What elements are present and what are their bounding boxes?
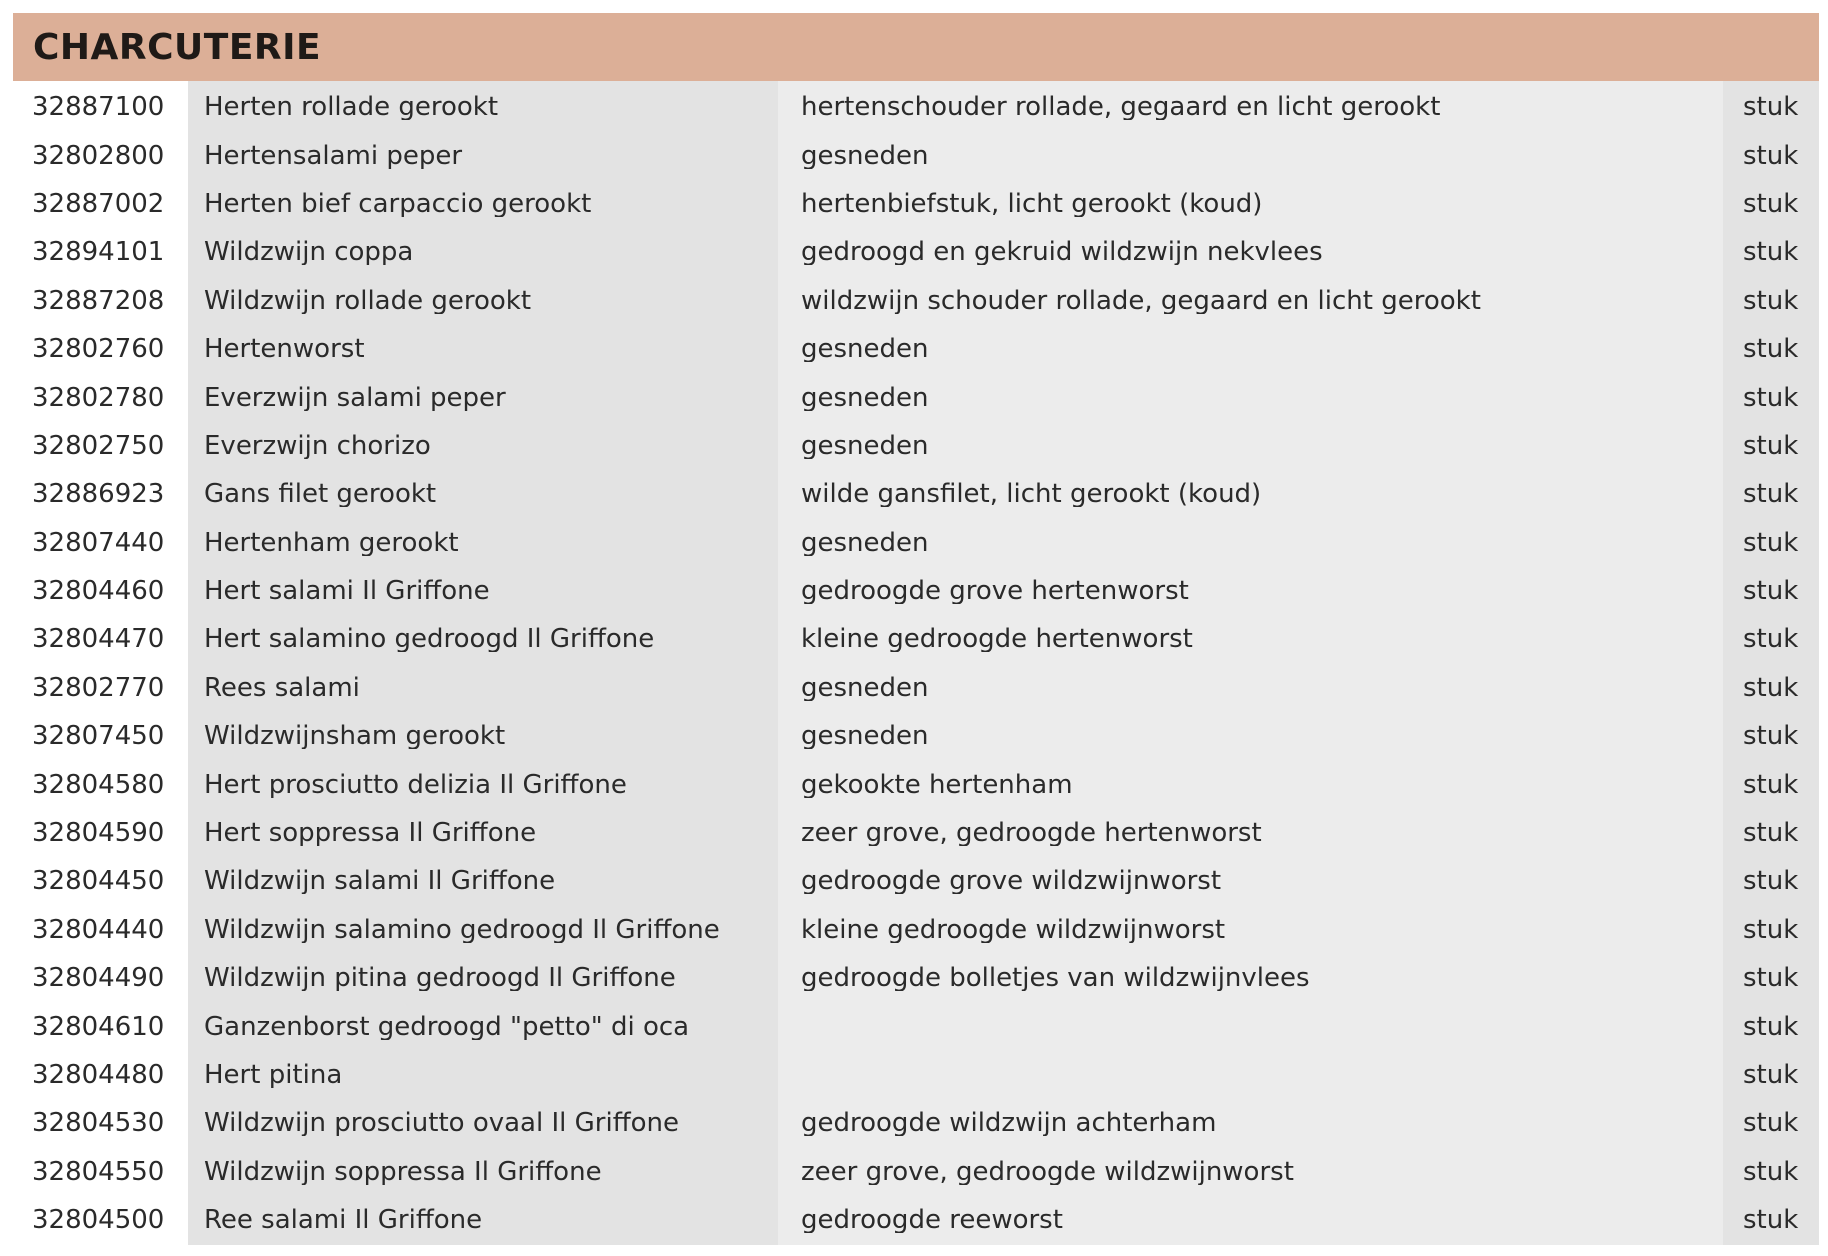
product-code: 32886923 <box>32 481 165 508</box>
product-code: 32807440 <box>32 529 165 556</box>
table-row <box>13 615 1819 663</box>
product-unit: stuk <box>1743 965 1799 992</box>
table-row <box>13 228 1819 276</box>
table-row <box>13 567 1819 615</box>
product-description: kleine gedroogde wildzwijnworst <box>801 916 1226 943</box>
product-code: 32804460 <box>32 578 165 605</box>
product-name: Everzwijn chorizo <box>204 432 431 459</box>
table-row <box>13 83 1819 131</box>
product-name: Herten bief carpaccio gerookt <box>204 190 592 217</box>
product-name: Rees salami <box>204 674 360 701</box>
product-code: 32804480 <box>32 1062 165 1088</box>
product-description: gesneden <box>801 432 929 459</box>
table-row <box>13 519 1819 567</box>
product-description: zeer grove, gedroogde wildzwijnworst <box>801 1158 1294 1185</box>
product-table <box>13 81 1819 1245</box>
table-row <box>13 1051 1819 1099</box>
table-row <box>13 664 1819 712</box>
product-name: Wildzwijn soppressa Il Griffone <box>204 1158 602 1185</box>
product-code: 32802770 <box>32 674 165 701</box>
product-unit: stuk <box>1743 1158 1799 1185</box>
product-name: Hertenworst <box>204 336 365 363</box>
product-code: 32804610 <box>32 1013 165 1040</box>
table-row <box>13 325 1819 373</box>
table-row <box>13 906 1819 954</box>
product-description: gedroogde grove hertenworst <box>801 578 1189 605</box>
product-unit: stuk <box>1743 868 1799 895</box>
product-name: Ree salami Il Griffone <box>204 1207 483 1234</box>
table-row <box>13 1002 1819 1050</box>
table-row <box>13 809 1819 857</box>
product-description: gesneden <box>801 674 929 701</box>
product-name: Hertenham gerookt <box>204 529 459 556</box>
product-description: hertenschouder rollade, gegaard en licht gerookt <box>801 94 1441 121</box>
product-unit: stuk <box>1743 723 1799 750</box>
product-code: 32802750 <box>32 432 165 459</box>
product-name: Wildzwijn rollade gerookt <box>204 287 532 314</box>
product-code: 32804440 <box>32 916 165 943</box>
table-row <box>13 1148 1819 1196</box>
product-description: kleine gedroogde hertenworst <box>801 626 1193 653</box>
product-rows <box>13 81 1819 1244</box>
product-description: zeer grove, gedroogde hertenworst <box>801 820 1262 847</box>
product-code: 32894101 <box>32 239 165 266</box>
product-description: wilde gansfilet, licht gerookt (koud) <box>801 481 1262 508</box>
product-description: gedroogde grove wildzwijnworst <box>801 868 1222 895</box>
product-description: gesneden <box>801 384 929 411</box>
product-unit: stuk <box>1743 771 1799 798</box>
product-name: Wildzwijn salami Il Griffone <box>204 868 556 895</box>
product-code: 32887208 <box>32 287 165 314</box>
table-row <box>13 277 1819 325</box>
product-description: hertenbiefstuk, licht gerookt (koud) <box>801 190 1263 217</box>
product-unit: stuk <box>1743 578 1799 605</box>
product-code: 32802780 <box>32 384 165 411</box>
product-unit: stuk <box>1743 239 1799 266</box>
product-unit: stuk <box>1743 190 1799 217</box>
table-row <box>13 422 1819 470</box>
product-unit: stuk <box>1743 142 1799 169</box>
product-name: Hert soppressa Il Griffone <box>204 820 537 847</box>
product-unit: stuk <box>1743 336 1799 363</box>
product-unit: stuk <box>1743 432 1799 459</box>
product-code: 32804550 <box>32 1158 165 1185</box>
product-code: 32804580 <box>32 771 165 798</box>
table-row <box>13 470 1819 518</box>
product-unit: stuk <box>1743 529 1799 556</box>
product-description: gesneden <box>801 529 929 556</box>
table-row <box>13 180 1819 228</box>
product-unit: stuk <box>1743 820 1799 847</box>
product-name: Everzwijn salami peper <box>204 384 506 411</box>
product-description: gesneden <box>801 142 929 169</box>
table-row <box>13 131 1819 179</box>
product-unit: stuk <box>1743 1062 1799 1088</box>
table-row <box>13 1196 1819 1244</box>
product-description: gesneden <box>801 723 929 750</box>
product-code: 32804530 <box>32 1110 165 1137</box>
product-description: gekookte hertenham <box>801 771 1073 798</box>
product-name: Wildzwijn salamino gedroogd Il Griffone <box>204 916 720 943</box>
product-name: Hert prosciutto delizia Il Griffone <box>204 771 627 798</box>
product-name: Hert salamino gedroogd Il Griffone <box>204 626 655 653</box>
product-unit: stuk <box>1743 94 1799 121</box>
table-row <box>13 760 1819 808</box>
product-name: Wildzwijn prosciutto ovaal Il Griffone <box>204 1110 679 1137</box>
product-unit: stuk <box>1743 916 1799 943</box>
product-code: 32804500 <box>32 1207 165 1234</box>
table-row <box>13 373 1819 421</box>
product-name: Hertensalami peper <box>204 142 463 169</box>
product-description: gedroogde reeworst <box>801 1207 1063 1234</box>
product-name: Herten rollade gerookt <box>204 94 499 121</box>
product-unit: stuk <box>1743 287 1799 314</box>
product-list <box>13 13 1819 1245</box>
product-unit: stuk <box>1743 626 1799 653</box>
product-unit: stuk <box>1743 1110 1799 1137</box>
product-name: Wildzwijn coppa <box>204 239 414 266</box>
product-description: gedroogde bolletjes van wildzwijnvlees <box>801 965 1310 992</box>
product-description: gesneden <box>801 336 929 363</box>
product-code: 32807450 <box>32 723 165 750</box>
product-code: 32802800 <box>32 142 165 169</box>
product-unit: stuk <box>1743 481 1799 508</box>
product-code: 32887002 <box>32 190 165 217</box>
product-unit: stuk <box>1743 674 1799 701</box>
table-row <box>13 857 1819 905</box>
product-name: Hert pitina <box>204 1062 343 1088</box>
product-code: 32804450 <box>32 868 165 895</box>
product-code: 32804470 <box>32 626 165 653</box>
product-code: 32804590 <box>32 820 165 847</box>
product-unit: stuk <box>1743 384 1799 411</box>
product-name: Hert salami Il Griffone <box>204 578 490 605</box>
product-name: Wildzwijn pitina gedroogd Il Griffone <box>204 965 676 992</box>
product-description: wildzwijn schouder rollade, gegaard en licht gerookt <box>801 287 1481 314</box>
table-row <box>13 1099 1819 1147</box>
product-unit: stuk <box>1743 1013 1799 1040</box>
product-code: 32804490 <box>32 965 165 992</box>
product-unit: stuk <box>1743 1207 1799 1234</box>
table-row <box>13 712 1819 760</box>
product-name: Ganzenborst gedroogd "petto" di oca <box>204 1013 690 1040</box>
product-description: gedroogde wildzwijn achterham <box>801 1110 1217 1137</box>
table-row <box>13 954 1819 1002</box>
product-name: Gans filet gerookt <box>204 481 437 508</box>
section-header <box>13 13 1819 81</box>
product-code: 32802760 <box>32 336 165 363</box>
product-code: 32887100 <box>32 94 165 121</box>
product-name: Wildzwijnsham gerookt <box>204 723 506 750</box>
section-title: CHARCUTERIE <box>33 26 322 68</box>
product-description: gedroogd en gekruid wildzwijn nekvlees <box>801 239 1323 266</box>
